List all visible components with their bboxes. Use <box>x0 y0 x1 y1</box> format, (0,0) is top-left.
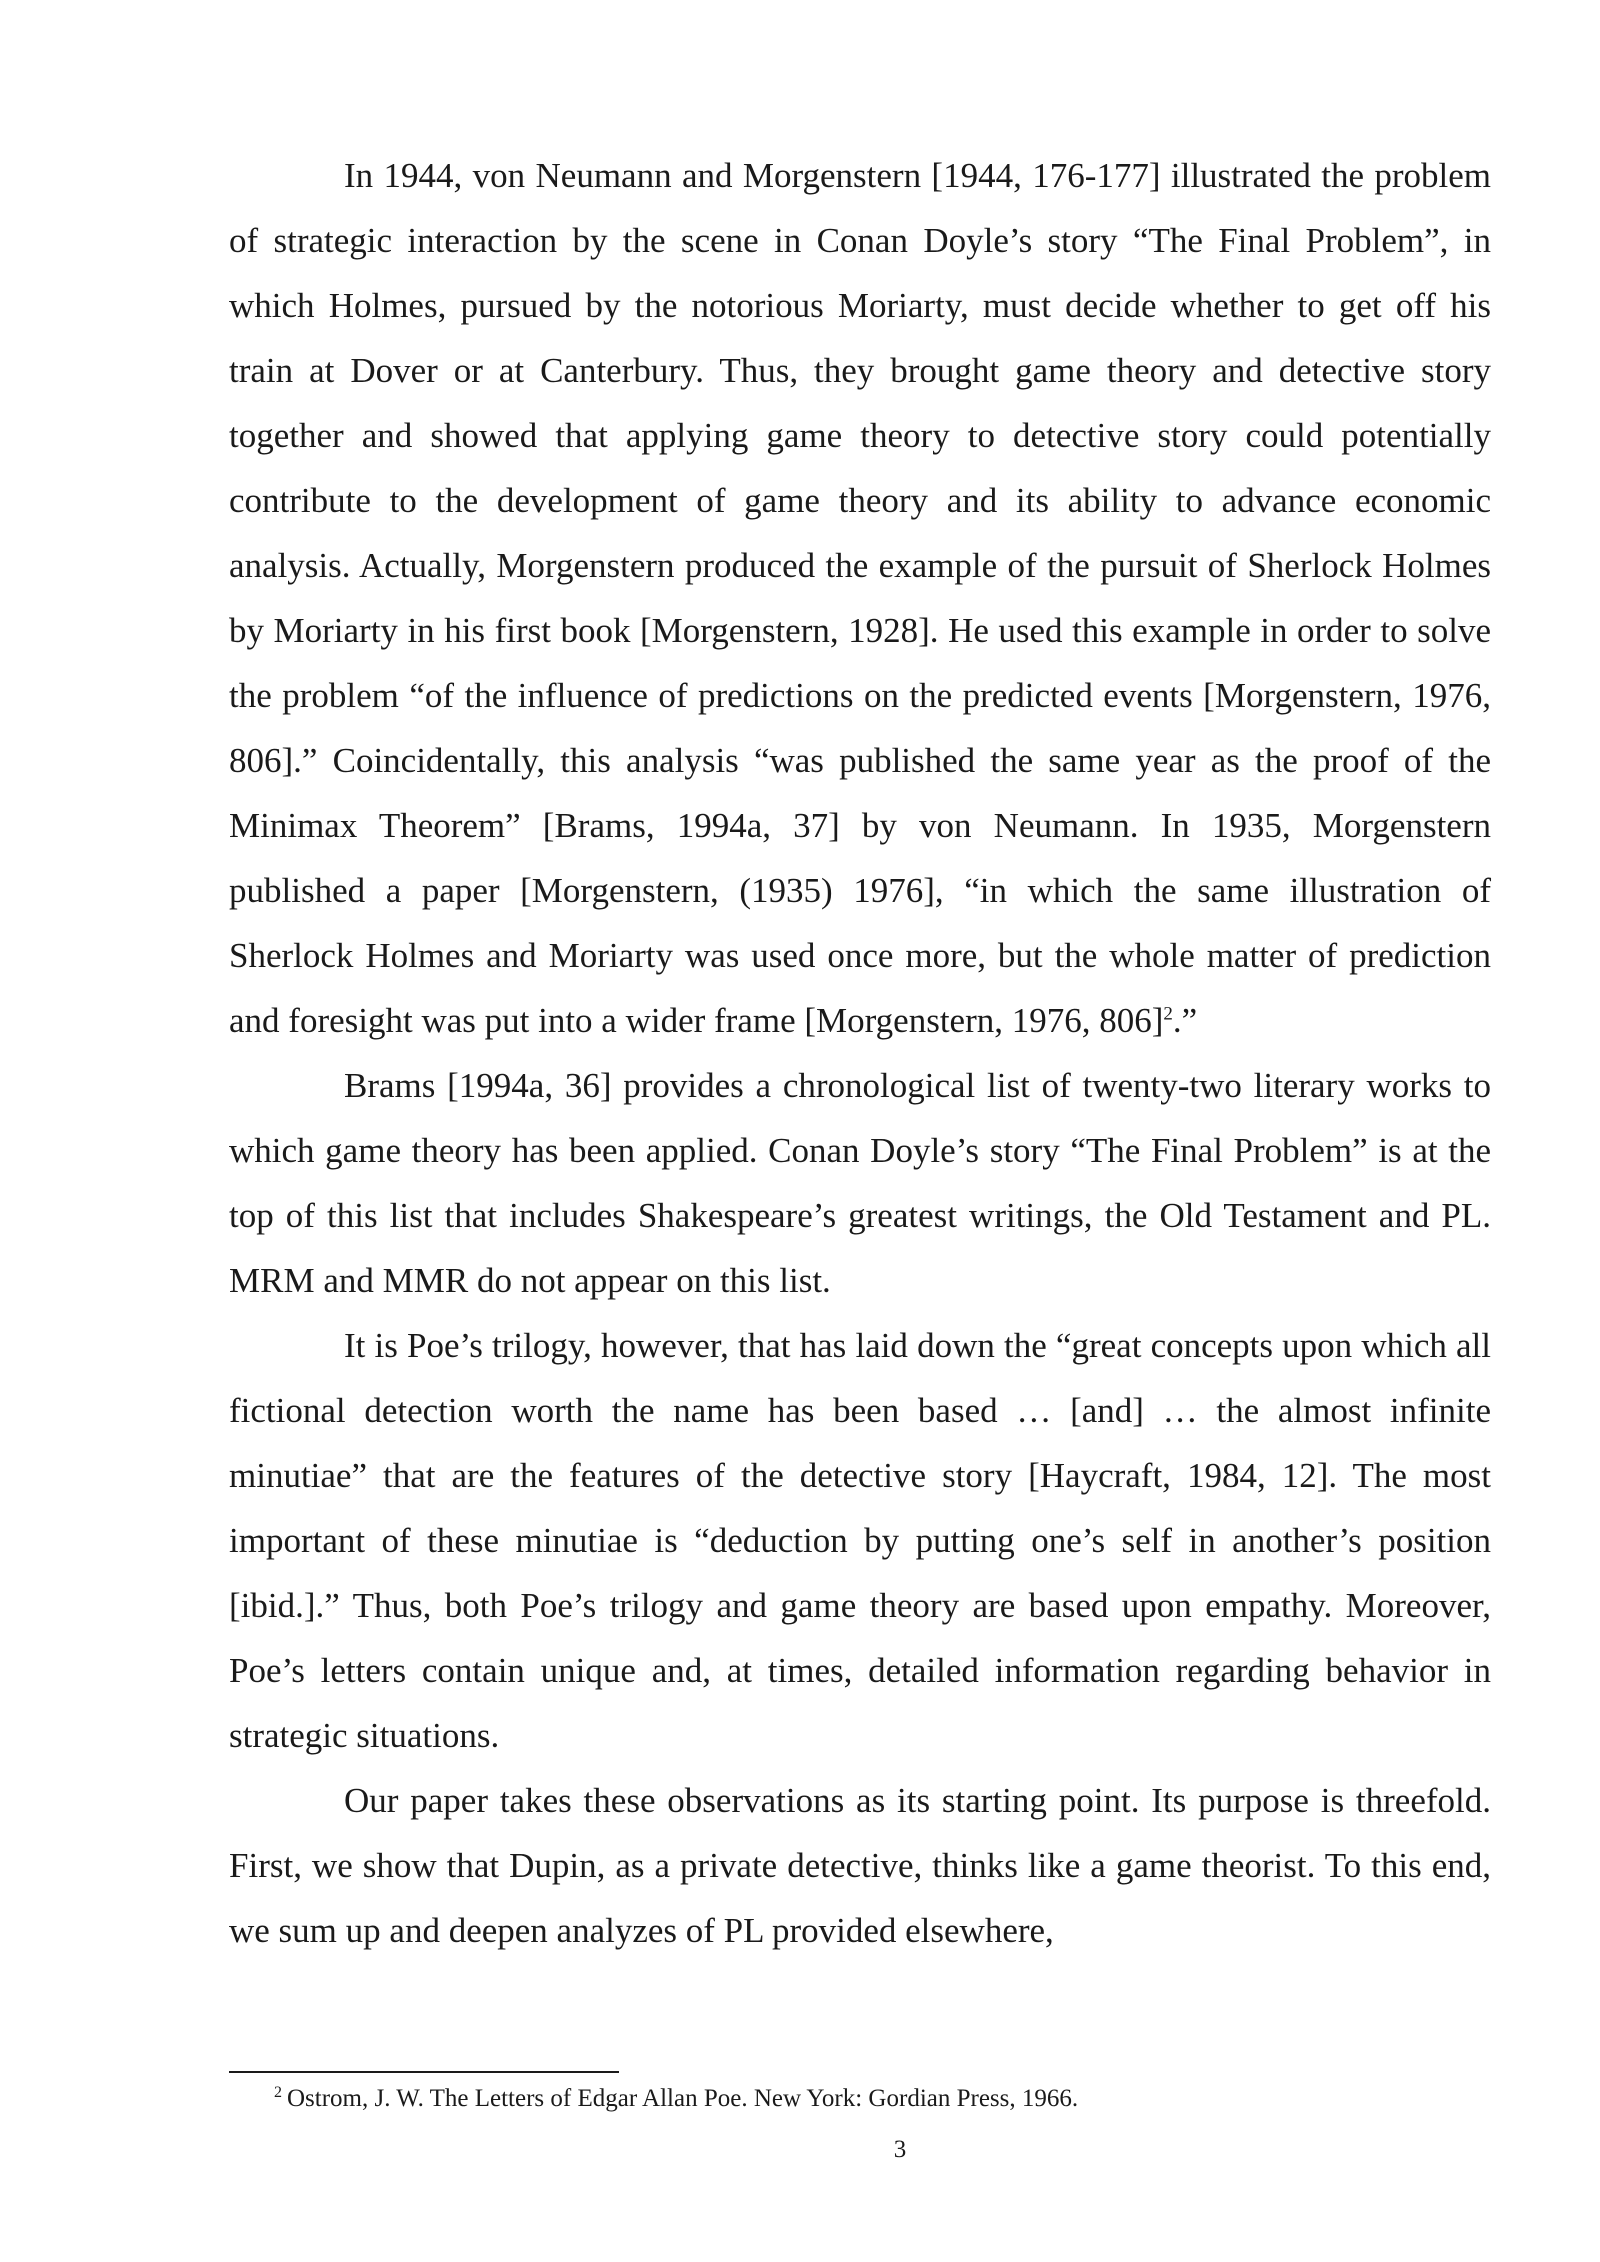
footnote-text: Ostrom, J. W. The Letters of Edgar Allan Poe. New York: Gordian Press, 1966. <box>287 2085 1079 2112</box>
footnote <box>274 2082 1078 2116</box>
paragraph-1-text: In 1944, von Neumann and Morgenstern [1944, 176-177] illustrated the problem of strategic interaction by the scene in Conan Doyle’s story “The Final Problem”, in which Holmes, pursued by the notorious Moriarty, must decide whether to get off his train at Dover or at Canterbury. Thus, they brought game theory and detective story together and showed that applying game theory to detective story could potentially contribute to the development of game theory and its ability to advance economic analysis. Actually, Morgenstern produced the example of the pursuit of Sherlock Holmes by Moriarty in his first book [Morgenstern, 1928]. He used this example in order to solve the problem “of the influence of predictions on the predicted events [Morgenstern, 1976, 806].” Coincidentally, this analysis “was published the same year as the proof of the Minimax Theorem” [Brams, 1994a, 37] by von Neumann. In 1935, Morgenstern published a paper [Morgenstern, (1935) 1976], “in which the same illustration of Sherlock Holmes and Moriarty was used once more, but the whole matter of prediction and foresight was put into a wider frame [Morgenstern, 1976, 806] <box>229 156 1491 1040</box>
body-text <box>229 143 1491 1963</box>
paragraph-1 <box>229 143 1491 1053</box>
paragraph-3: It is Poe’s trilogy, however, that has laid down the “great concepts upon which all fictional detection worth the name has been based … [and] … the almost infinite minutiae” that are the features of the detective story [Haycraft, 1984, 12]. The most important of these minutiae is “deduction by putting one’s self in another’s position [ibid.].” Thus, both Poe’s trilogy and game theory are based upon empathy. Moreover, Poe’s letters contain unique and, at times, detailed information regarding behavior in strategic situations. <box>229 1326 1491 1755</box>
footnote-marker: 2 <box>274 2083 282 2101</box>
paragraph-1-closing: .” <box>1172 1001 1198 1040</box>
footnote-reference: 2 <box>1163 1003 1173 1025</box>
page-number: 3 <box>893 2136 907 2163</box>
paragraph-2: Brams [1994a, 36] provides a chronological list of twenty-two literary works to which game theory has been applied. Conan Doyle’s story “The Final Problem” is at the top of this list that includes Shakespeare’s greatest writings, the Old Testament and PL. MRM and MMR do not appear on this list. <box>229 1066 1491 1300</box>
footnote-separator <box>229 2071 619 2073</box>
paragraph-4: Our paper takes these observations as its starting point. Its purpose is threefold. First, we show that Dupin, as a private detective, thinks like a game theorist. To this end, we sum up and deepen analyzes of PL provided elsewhere, <box>229 1781 1491 1950</box>
